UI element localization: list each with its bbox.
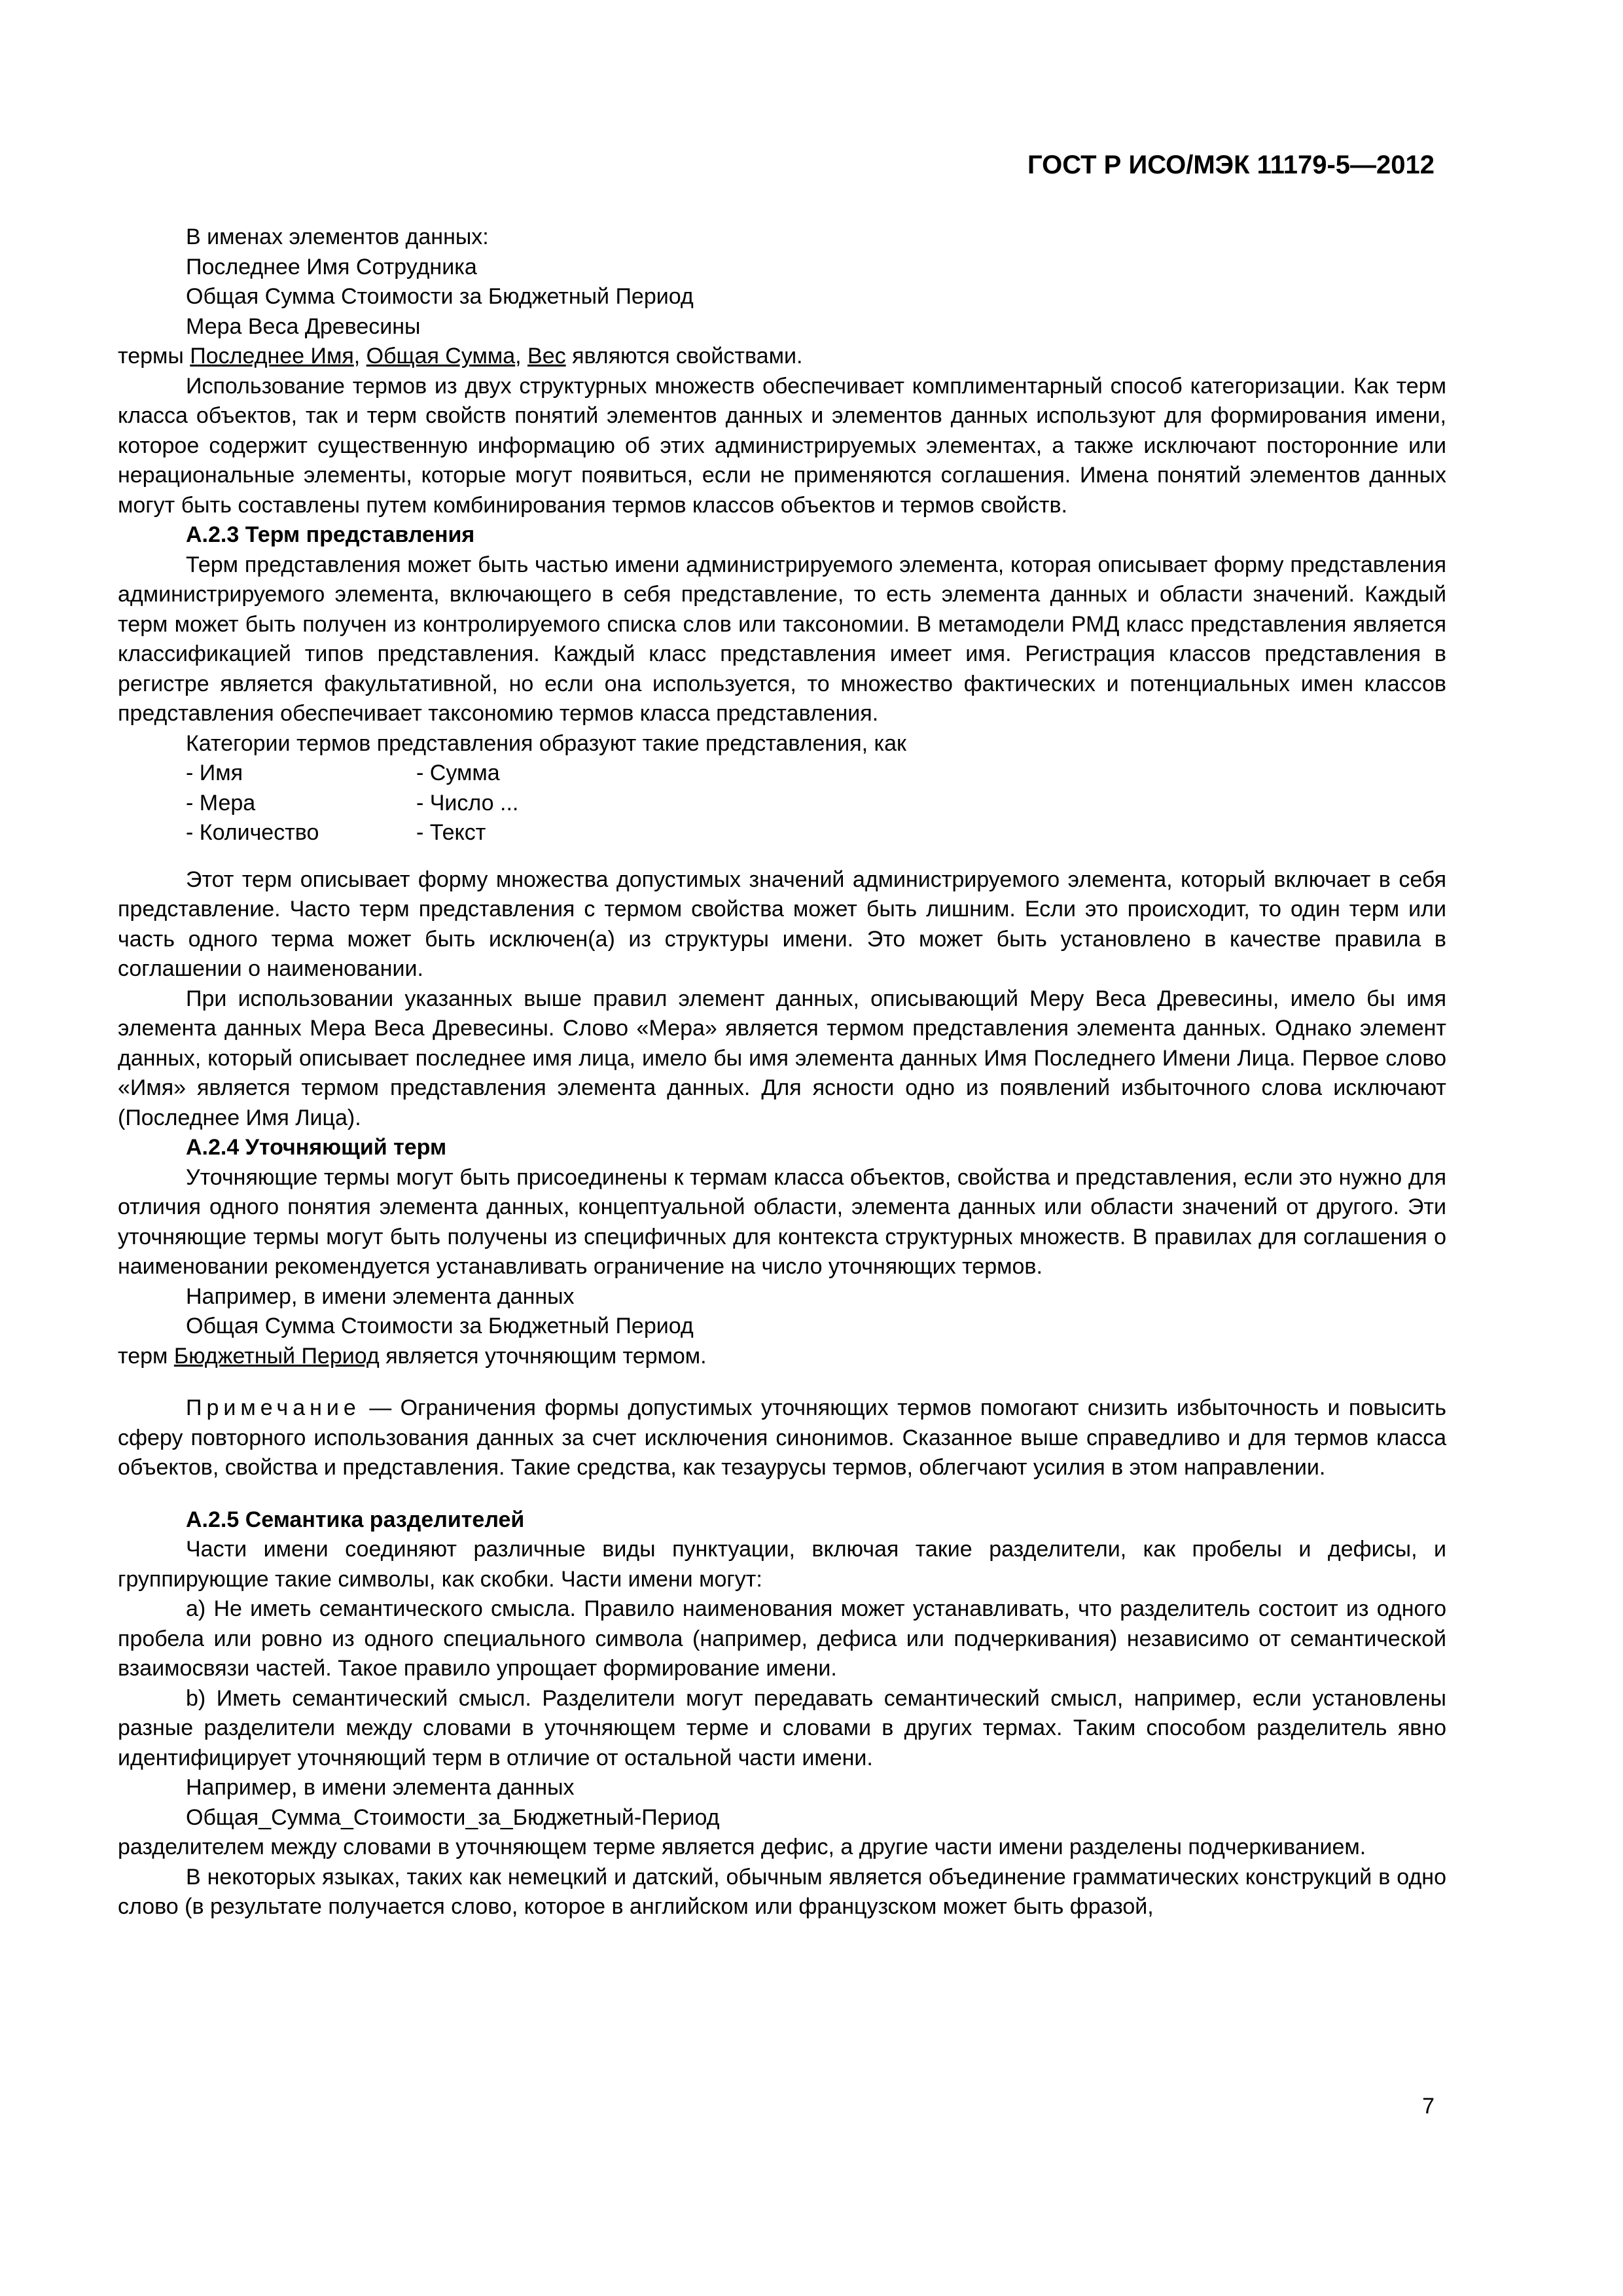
spacer (118, 848, 1446, 865)
paragraph-usage: Использование термов из двух структурных множеств обеспечивает комплиментарный способ категоризации. Как терм класса объектов, так и терм свойств понятий элементов данных и элементов данных используют для формирования имени, которое содержит существенную информацию об этих администрируемых элементах, а также исключают посторонние или нерациональные элементы, которые могут появиться, если не применяются соглашения. Имена понятий элементов данных могут быть составлены путем комбинирования термов классов объектов и термов свойств. (118, 373, 1446, 518)
category-right: - Число ... (416, 790, 519, 816)
category-right: - Текст (416, 820, 486, 845)
text-fragment: терм (118, 1343, 174, 1369)
paragraph-intro: В именах элементов данных: (186, 224, 489, 249)
text-fragment: , (515, 344, 528, 368)
note (118, 1393, 1446, 1483)
spacer (118, 1371, 1446, 1393)
category-left: - Количество (186, 820, 319, 845)
page-number: 7 (1422, 2094, 1435, 2119)
spacer (118, 1483, 1446, 1505)
list-item (186, 789, 518, 819)
paragraph-separators-a: а) Не иметь семантического смысла. Правило наименования может устанавливать, что разделитель состоит из одного пробела или ровно из одного специального символа (например, дефиса или подчеркивания) независимо от семантической взаимосвязи частей. Такое правило упрощает формирование имени. (118, 1596, 1446, 1681)
section-heading-a23: А.2.3 Терм представления (186, 522, 475, 547)
underlined-term: Последнее Имя (190, 344, 354, 368)
example-name-employee: Последнее Имя Сотрудника (186, 254, 477, 279)
paragraph-representation: Терм представления может быть частью имени администрируемого элемента, которая описывает форму представления администрируемого элемента, включающего в себя представление, то есть элемента данных и области значений. Каждый терм может быть получен из контролируемого списка слов или таксономии. В метамодели РМД класс представления является классификацией типов представления. Каждый класс представления имеет имя. Регистрация классов представления в регистре является факультативной, но если она используется, то множество фактических и потенциальных имен классов представления обеспечивает таксономию термов класса представления. (118, 552, 1446, 726)
category-left: - Имя (186, 761, 243, 785)
example-name-total-cost: Общая Сумма Стоимости за Бюджетный Период (186, 284, 694, 309)
paragraph-separators-b: b) Иметь семантический смысл. Разделители могут передавать семантический смысл, например, если установлены разные разделители между словами в уточняющем терме и словами в других термах. Таким способом разделитель явно идентифицирует уточняющий терм в отличие от остальной части имени. (118, 1685, 1446, 1770)
section-heading-a24: А.2.4 Уточняющий терм (186, 1135, 447, 1160)
note-text: — Ограничения формы допустимых уточняющих термов помогают снизить избыточность и повысить сферу повторного использования данных за счет исключения синонимов. Сказанное выше справедливо и для термов класса объектов, свойства и представления. Такие средства, как тезаурусы термов, облегчают усилия в этом направлении. (118, 1395, 1446, 1480)
example-name-wood-weight: Мера Веса Древесины (186, 314, 421, 339)
paragraph-property-terms (118, 342, 1446, 372)
underlined-term: Общая Сумма (366, 344, 516, 368)
paragraph-languages: В некоторых языках, таких как немецкий и датский, обычным является объединение грамматических конструкций в одно слово (в результате получается слово, которое в английском или французском может быть фразой, (118, 1864, 1446, 1919)
paragraph-hyphen: разделителем между словами в уточняющем терме является дефис, а другие части имени разделены подчеркиванием. (118, 1835, 1366, 1859)
text-fragment: термы (118, 344, 190, 368)
list-item (186, 818, 518, 848)
underlined-term: Вес (527, 344, 566, 368)
paragraph-example: Например, в имени элемента данных (186, 1775, 575, 1800)
example-budget-name: Общая Сумма Стоимости за Бюджетный Период (186, 1314, 694, 1338)
paragraph-budget-term (118, 1342, 1446, 1372)
paragraph-rules: При использовании указанных выше правил элемент данных, описывающий Меру Веса Древесины, имело бы имя элемента данных Мера Веса Древесины. Слово «Мера» является термом представления элемента данных. Однако элемент данных, который описывает последнее имя лица, имело бы имя элемента данных Имя Последнего Имени Лица. Первое слово «Имя» является термом представления элемента данных. Для ясности одно из появлений избыточного слова исключают (Последнее Имя Лица). (118, 986, 1446, 1130)
category-right: - Сумма (416, 761, 500, 785)
section-heading-a25: А.2.5 Семантика разделителей (186, 1507, 525, 1532)
note-label: Примечание (186, 1395, 361, 1420)
document-body (118, 223, 1446, 1922)
underlined-term: Бюджетный Период (173, 1343, 380, 1369)
text-fragment: , (353, 344, 366, 368)
list-item (186, 759, 518, 789)
document-header: ГОСТ Р ИСО/МЭК 11179-5—2012 (1027, 151, 1435, 179)
categories-list (186, 759, 518, 848)
category-left: - Мера (186, 790, 256, 816)
example-underscore-name: Общая_Сумма_Стоимости_за_Бюджетный-Период (186, 1804, 720, 1830)
paragraph-qualifier: Уточняющие термы могут быть присоединены к термам класса объектов, свойства и представления, если это нужно для отличия одного понятия элемента данных, концептуальной области, элемента данных или области значений от другого. Эти уточняющие термы могут быть получены из специфичных для контекста структурных множеств. В правилах для соглашения о наименовании рекомендуется устанавливать ограничение на число уточняющих термов. (118, 1164, 1446, 1279)
paragraph-this-term: Этот терм описывает форму множества допустимых значений администрируемого элемента, который включает в себя представление. Часто терм представления с термом свойства может быть лишним. Если это происходит, то один терм или часть одного терма может быть исключен(а) из структуры имени. Это может быть установлено в качестве правила в соглашении о наименовании. (118, 867, 1446, 981)
text-fragment: является уточняющим термом. (379, 1343, 707, 1369)
paragraph-separators: Части имени соединяют различные виды пунктуации, включая такие разделители, как пробелы и дефисы, и группирующие такие символы, как скобки. Части имени могут: (118, 1537, 1446, 1592)
paragraph-example: Например, в имени элемента данных (186, 1283, 575, 1309)
text-fragment: являются свойствами. (565, 344, 803, 368)
paragraph-categories: Категории термов представления образуют такие представления, как (186, 730, 906, 756)
